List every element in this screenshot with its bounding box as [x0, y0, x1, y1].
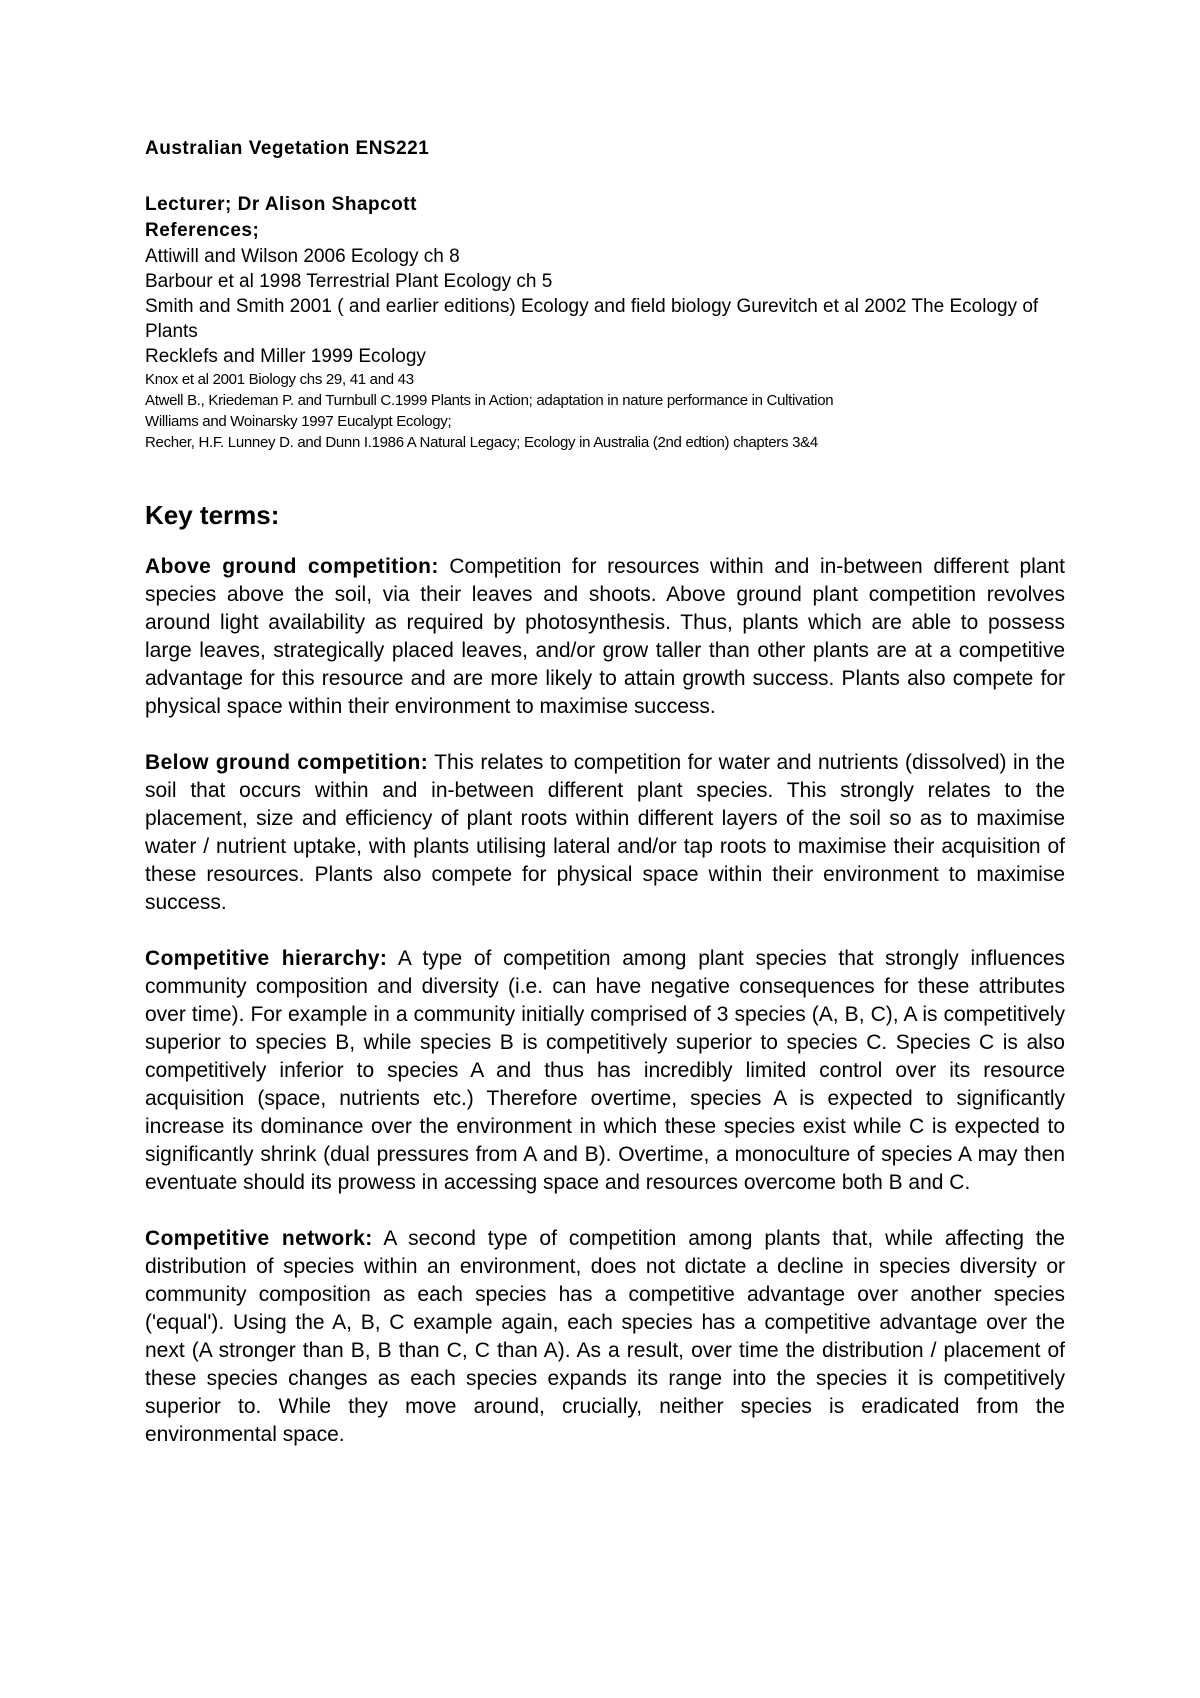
term-name: Competitive network: [145, 1227, 373, 1250]
document-title: Australian Vegetation ENS221 [145, 138, 430, 159]
term-name: Competitive hierarchy: [145, 947, 388, 970]
term-name: Above ground competition: [145, 555, 439, 578]
reference-item: Knox et al 2001 Biology chs 29, 41 and 43 [145, 371, 414, 388]
term-definition: A type of competition among plant species that strongly influences community composition and diversity (i.e. can have negative consequences for these attributes over time). For example in a community initially comprised of 3 species (A, B, C), A is competitively superior to species B, while species B is competitively superior to species C. Species C is also competitively inferior to species A and thus has incredibly limited control over its resource acquisition (space, nutrients etc.) Therefore overtime, species A is expected to significantly increase its dominance over the environment in which these species exist while C is expected to significantly shrink (dual pressures from A and B). Overtime, a monoculture of species A may then eventuate should its prowess in accessing space and resources overcome both B and C. [145, 947, 1066, 1194]
lecturer-line: Lecturer; Dr Alison Shapcott [145, 194, 417, 215]
reference-item: Recher, H.F. Lunney D. and Dunn I.1986 A Natural Legacy; Ecology in Australia (2nd edtion) chapters 3&4 [145, 434, 818, 451]
key-terms-list [145, 553, 1065, 1477]
term-competitive-hierarchy [145, 945, 1065, 1197]
reference-item: Atwell B., Kriedeman P. and Turnbull C.1999 Plants in Action; adaptation in nature performance in Cultivation [145, 392, 834, 409]
key-terms-heading: Key terms: [145, 500, 280, 530]
reference-item: Barbour et al 1998 Terrestrial Plant Ecology ch 5 [145, 271, 553, 292]
document-header [145, 138, 1065, 453]
term-below-ground-competition [145, 749, 1065, 917]
reference-item: Recklefs and Miller 1999 Ecology [145, 346, 426, 367]
reference-item: Williams and Woinarsky 1997 Eucalypt Ecology; [145, 413, 452, 430]
term-competitive-network [145, 1225, 1065, 1449]
term-above-ground-competition [145, 553, 1065, 721]
reference-item: Smith and Smith 2001 ( and earlier editions) Ecology and field biology Gurevitch et al 2002 The Ecology of Plants [145, 296, 1039, 342]
term-definition: Competition for resources within and in-between different plant species above the soil, via their leaves and shoots. Above ground plant competition revolves around light availability as required by photosynthesis. Thus, plants which are able to possess large leaves, strategically placed leaves, and/or grow taller than other plants are at a competitive advantage for this resource and are more likely to attain growth success. Plants also compete for physical space within their environment to maximise success. [145, 555, 1065, 718]
term-definition: A second type of competition among plants that, while affecting the distribution of species within an environment, does not dictate a decline in species diversity or community composition as each species has a competitive advantage over another species ('equal'). Using the A, B, C example again, each species has a competitive advantage over the next (A stronger than B, B than C, C than A). As a result, over time the distribution / placement of these species changes as each species expands its range into the species it is competitively superior to. While they move around, crucially, neither species is eradicated from the environmental space. [145, 1227, 1065, 1446]
references-heading: References; [145, 220, 260, 241]
reference-item: Attiwill and Wilson 2006 Ecology ch 8 [145, 246, 460, 267]
term-name: Below ground competition: [145, 751, 429, 774]
term-definition: This relates to competition for water and nutrients (dissolved) in the soil that occurs within and in-between different plant species. This strongly relates to the placement, size and efficiency of plant roots within different layers of the soil so as to maximise water / nutrient uptake, with plants utilising lateral and/or tap roots to maximise their acquisition of these resources. Plants also compete for physical space within their environment to maximise success. [145, 751, 1066, 914]
